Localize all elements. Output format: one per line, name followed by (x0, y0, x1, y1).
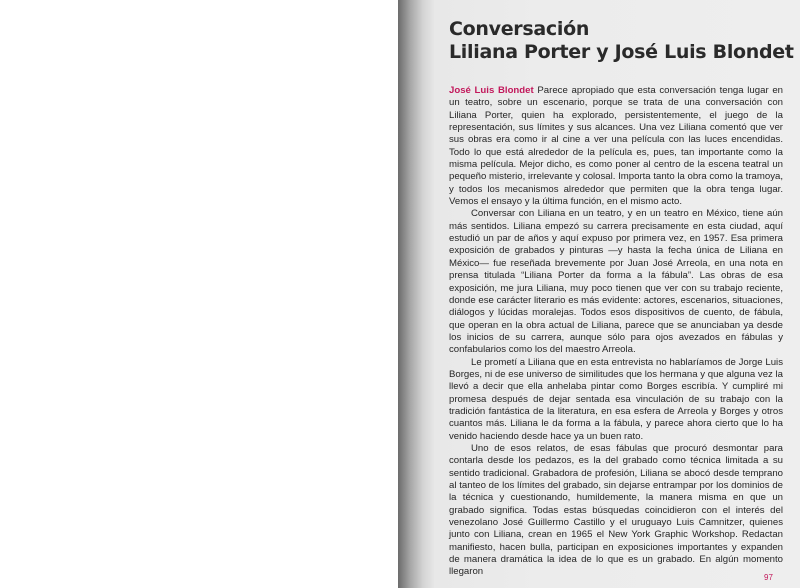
article-body (449, 85, 783, 579)
paragraph-1 (449, 85, 783, 208)
page-title (449, 18, 794, 64)
title-line-2: Liliana Porter y José Luis Blondet (449, 41, 794, 63)
paragraph-3: Le prometí a Liliana que en esta entrevista no hablaríamos de Jorge Luis Borges, ni de ese universo de similitudes que los hermana y que alguna vez la llevó a decir que ella anhelaba pintar como Borges escribía. Y cumpliré mi promesa después de dejar sentada esa vinculación de su trabajo con la tradición fantástica de la literatura, en esa esfera de Arreola y Borges y otros cuantos más. Liliana le da forma a la fábula, y parece ahora cierto que lo ha venido haciendo desde hace ya un buen rato. (449, 356, 783, 442)
speaker-name: José Luis Blondet (449, 85, 534, 96)
paragraph-1-text: Parece apropiado que esta conversación tenga lugar en un teatro, sobre un escenario, porque se trata de una conversación con Liliana Porter, quien ha explorado, persistentemente, el juego de la representación, sus límites y sus alcances. Una vez Liliana comentó que ver sus obras era como ir al cine a ver una película con las luces encendidas. Todo lo que está alrededor de la película es, pues, tan importante como la misma película. Mejor dicho, es como poner al centro de la escena teatral un pequeño misterio, irrelevante y colosal. Importa tanto la obra como la tramoya, y todos los mecanismos alrededor que permiten que la obra tenga lugar. Vemos el ensayo y la última función, en el mismo acto. (449, 85, 783, 208)
page-number: 97 (764, 573, 773, 582)
paragraph-2: Conversar con Liliana en un teatro, y en un teatro en México, tiene aún más sentidos. Liliana empezó su carrera precisamente en esta ciudad, aquí estudió un par de años y aquí expuso por primera vez, en 1957. Esa primera exposición de grabados y pinturas —y hasta la fecha única de Liliana en México— fue reseñada brevemente por Juan José Arreola, en una nota en prensa titulada “Liliana Porter da forma a la fábula”. Las obras de esa exposición, me jura Liliana, muy poco tienen que ver con su trabajo reciente, donde ese carácter literario es más evidente: actores, escenarios, situaciones, diálogos y lúcidas moralejas. Todos esos dispositivos de cuento, de fábula, que operan en la obra actual de Liliana, parece que se anunciaban ya desde los inicios de su carrera, aunque sólo para ojos avezados en fábulas y confabularios como los del maestro Arreola. (449, 208, 783, 356)
title-line-1: Conversación (449, 18, 590, 40)
paragraph-4: Uno de esos relatos, de esas fábulas que procuró desmontar para contarla desde los pedazos, es la del grabado como técnica limitada a su sentido tradicional. Grabadora de profesión, Liliana se abocó desde temprano al tanteo de los límites del grabado, sin dejarse entrampar por los dominios de la técnica y cuestionando, humildemente, la manera misma en que un grabado significa. Todas estas búsquedas coincidieron con el interés del venezolano José Guillermo Castillo y el uruguayo Luis Camnitzer, quienes junto con Liliana, crean en 1965 el New York Graphic Workshop. Redactan manifiesto, hacen bulla, participan en exposiciones importantes y expanden de manera dramática la idea de lo que es un grabado. En algún momento llegaron (449, 442, 783, 578)
book-gutter (398, 0, 434, 588)
left-page-blank (0, 0, 398, 588)
